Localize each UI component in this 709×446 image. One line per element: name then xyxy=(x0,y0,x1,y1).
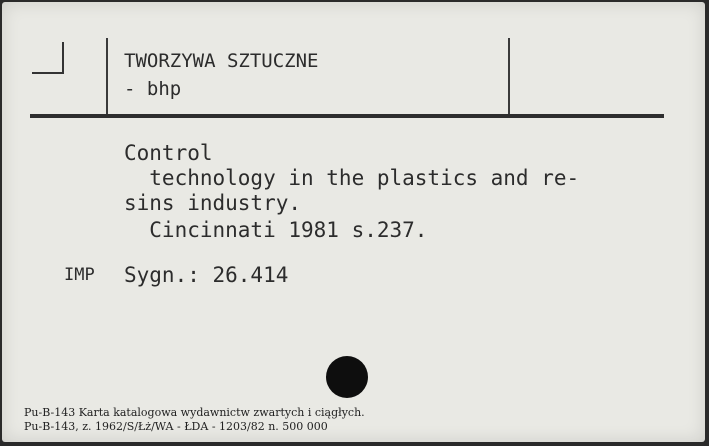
header-rule xyxy=(30,114,664,118)
call-number: Sygn.: 26.414 xyxy=(124,263,289,287)
catalog-card xyxy=(2,2,705,442)
library-code: IMP xyxy=(64,265,95,285)
form-code-2: Pu-B-143, xyxy=(24,420,79,433)
subject-heading: TWORZYWA SZTUCZNE xyxy=(124,50,319,72)
corner-mark xyxy=(32,42,64,74)
punch-hole xyxy=(326,356,368,398)
footer-line-2 xyxy=(24,420,328,433)
header-divider-right xyxy=(508,38,510,118)
form-code: Pu-B-143 xyxy=(24,406,76,419)
entry-imprint: Cincinnati 1981 s.237. xyxy=(124,218,428,242)
subject-subheading: - bhp xyxy=(124,78,182,100)
header-divider-left xyxy=(106,38,108,118)
print-details: z. 1962/S/Łż/WA - ŁDA - 1203/82 n. 500 000 xyxy=(78,420,328,433)
form-description: Karta katalogowa wydawnictw zwartych i ciągłych. xyxy=(75,406,365,419)
entry-line-2: technology in the plastics and re- xyxy=(124,166,580,190)
entry-title: Control xyxy=(124,141,213,165)
footer-line-1 xyxy=(24,406,365,419)
entry-line-3: sins industry. xyxy=(124,191,302,215)
